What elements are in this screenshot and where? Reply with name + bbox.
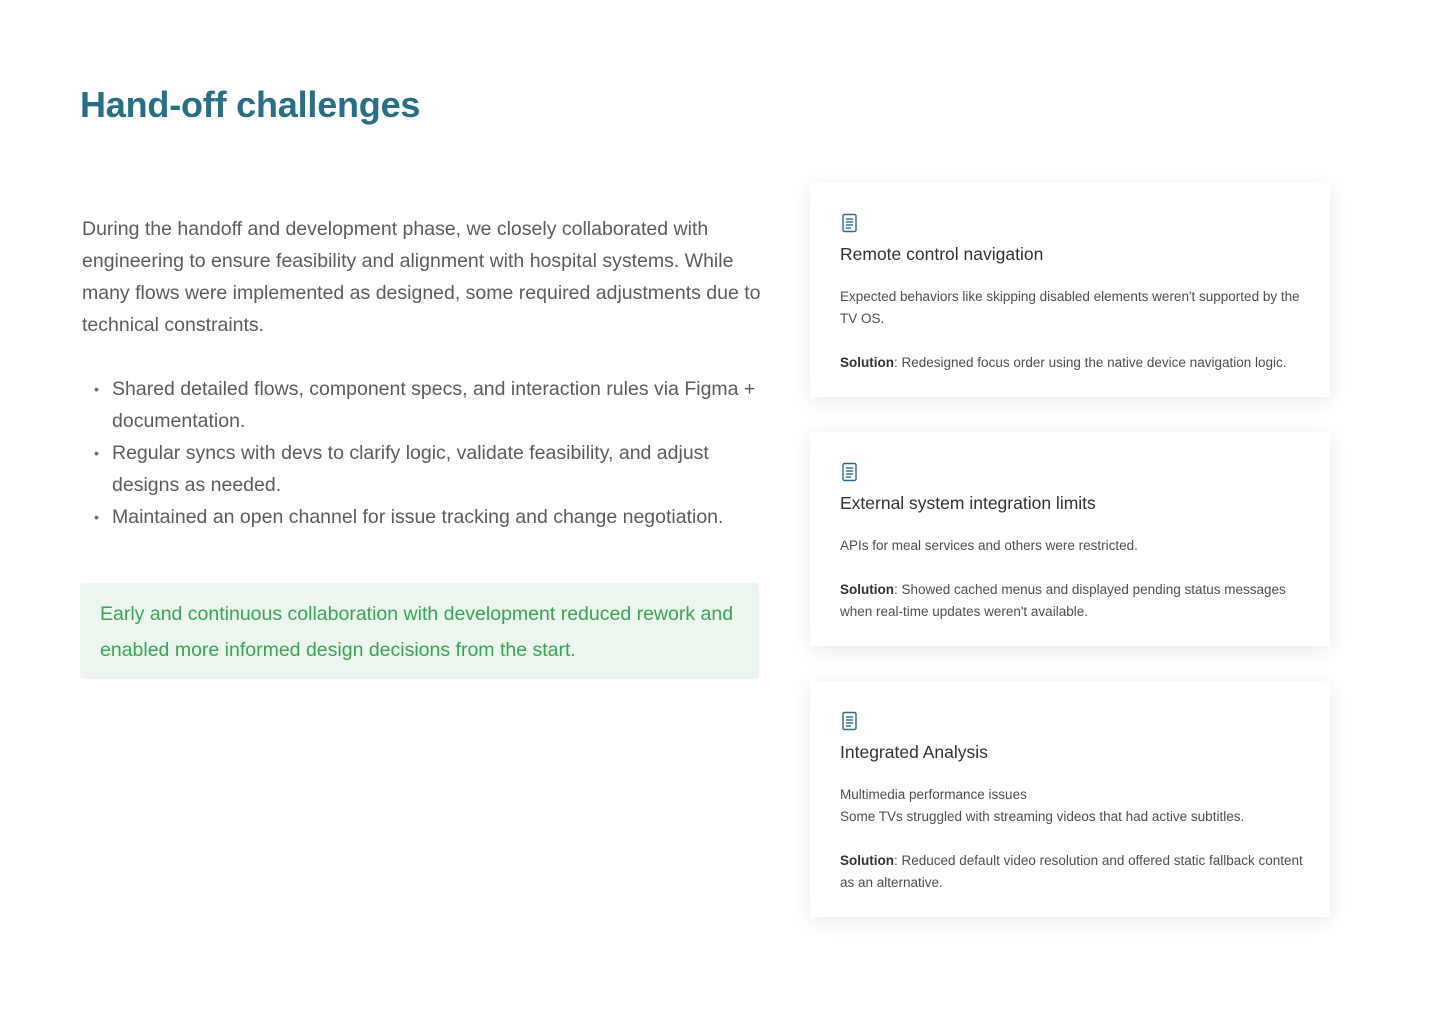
card-description: APIs for meal services and others were restricted. <box>840 538 1138 553</box>
card-solution <box>840 352 1305 374</box>
card-body <box>840 535 1305 623</box>
solution-label: Solution <box>840 582 894 597</box>
card-description: Some TVs struggled with streaming videos that had active subtitles. <box>840 809 1245 824</box>
bullet-icon: • <box>94 445 99 461</box>
collaboration-bullet-list <box>82 373 772 533</box>
card-description: Expected behaviors like skipping disabled elements weren't supported by the TV OS. <box>840 289 1300 326</box>
key-takeaway-callout <box>80 583 759 679</box>
document-icon <box>841 213 859 233</box>
card-body <box>840 784 1305 894</box>
intro-paragraph: During the handoff and development phase, we closely collaborated with engineering to ensure feasibility and alignment with hospital systems. While many flows were implemented as designed, some required adjustments due to technical constraints. <box>82 218 761 336</box>
card-solution <box>840 579 1305 623</box>
card-title: External system integration limits <box>840 493 1096 513</box>
solution-label: Solution <box>840 355 894 370</box>
solution-label: Solution <box>840 853 894 868</box>
card-solution <box>840 850 1305 894</box>
solution-text: : Reduced default video resolution and offered static fallback content as an alternative. <box>840 853 1303 890</box>
challenge-card-remote-navigation <box>810 183 1330 397</box>
solution-text: : Redesigned focus order using the native device navigation logic. <box>894 355 1287 370</box>
card-title: Integrated Analysis <box>840 742 988 762</box>
callout-text: Early and continuous collaboration with development reduced rework and enabled more informed design decisions from the start. <box>100 603 734 661</box>
challenge-card-integrated-analysis <box>810 681 1330 917</box>
list-item <box>82 437 772 501</box>
bullet-icon: • <box>94 381 99 397</box>
document-icon <box>841 462 859 482</box>
list-item-text: Regular syncs with devs to clarify logic, validate feasibility, and adjust designs as needed. <box>112 442 709 496</box>
card-body <box>840 286 1305 374</box>
list-item <box>82 501 772 533</box>
list-item <box>82 373 772 437</box>
bullet-icon: • <box>94 509 99 525</box>
list-item-text: Maintained an open channel for issue tracking and change negotiation. <box>112 506 724 528</box>
solution-text: : Showed cached menus and displayed pending status messages when real-time updates weren't available. <box>840 582 1286 619</box>
list-item-text: Shared detailed flows, component specs, and interaction rules via Figma + documentation. <box>112 378 756 432</box>
page-title: Hand-off challenges <box>80 84 421 125</box>
card-title: Remote control navigation <box>840 244 1044 264</box>
card-description: Multimedia performance issues <box>840 787 1027 802</box>
challenge-card-external-integration <box>810 432 1330 646</box>
document-icon <box>841 711 859 731</box>
